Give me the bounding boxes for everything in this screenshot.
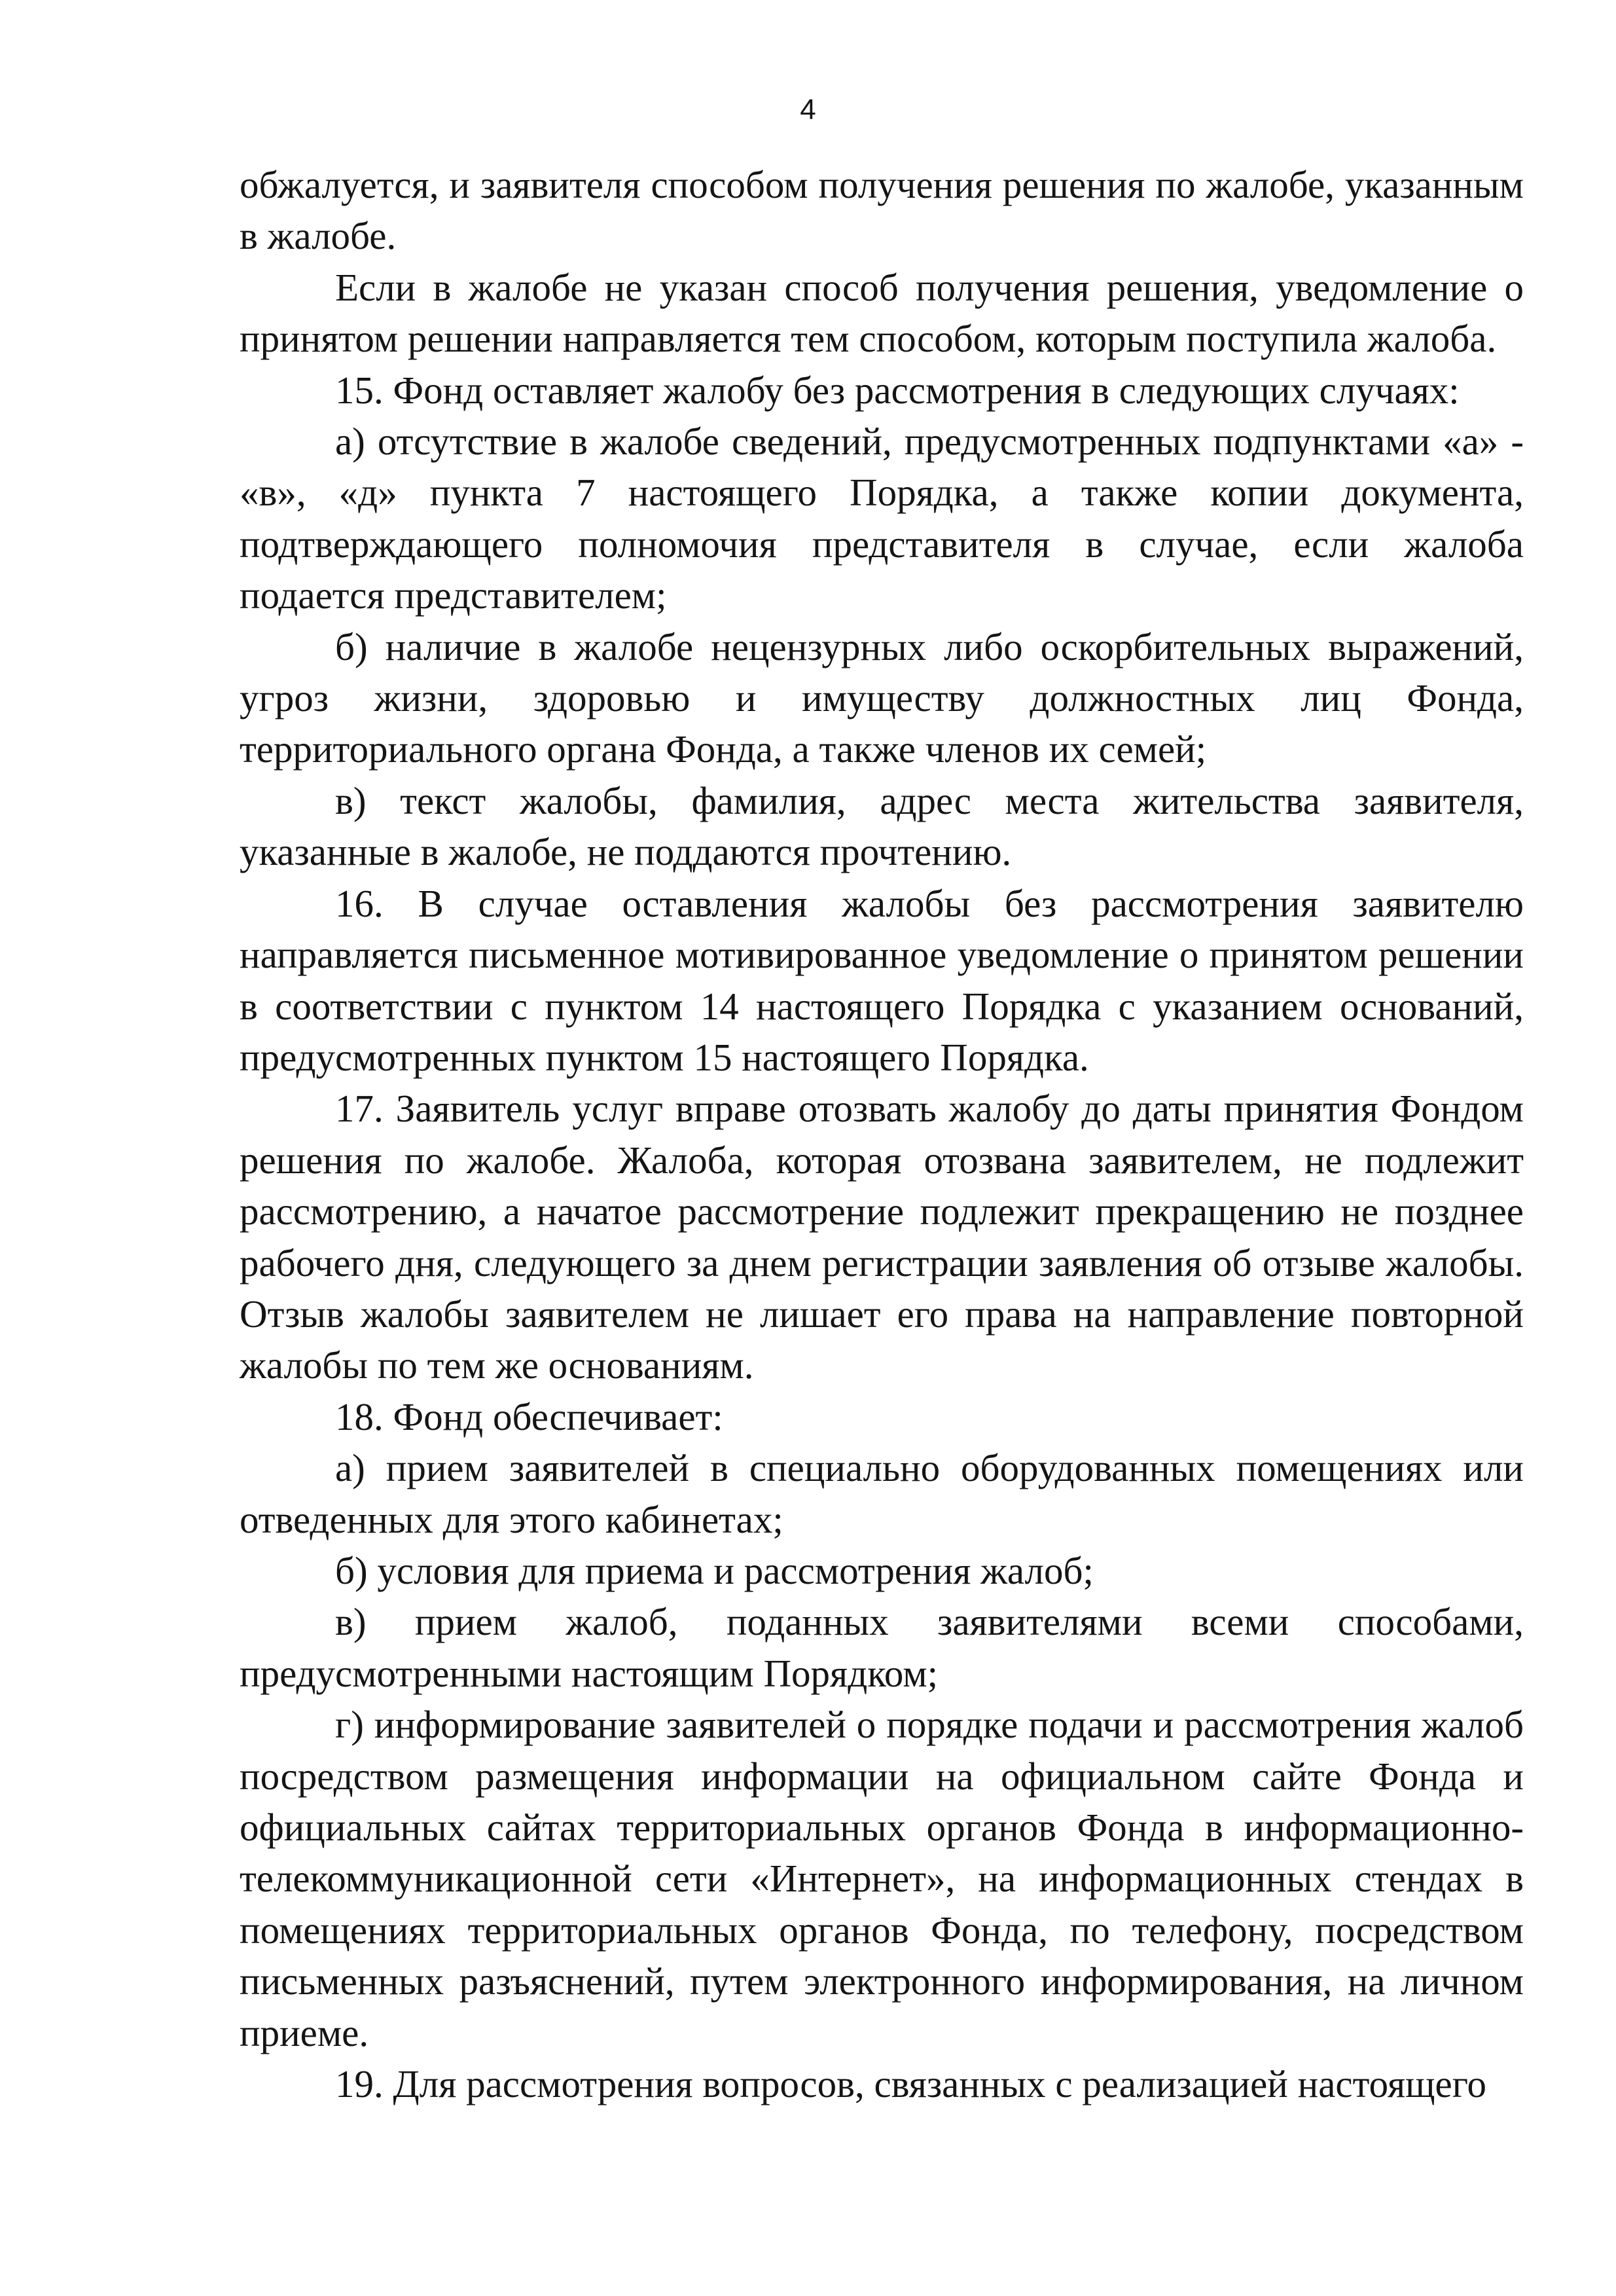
paragraph-notification-method: Если в жалобе не указан способ получения решения, уведомление о принятом решении направляется тем способом, которым поступила жалоба. bbox=[240, 265, 1524, 361]
document-body bbox=[240, 159, 1524, 2109]
page-number: 4 bbox=[800, 94, 816, 126]
paragraph-15: 15. Фонд оставляет жалобу без рассмотрения в следующих случаях: bbox=[335, 368, 1460, 412]
paragraph-18-v: в) прием жалоб, поданных заявителями всеми способами, предусмотренными настоящим Порядком; bbox=[240, 1600, 1524, 1695]
paragraph-15-v: в) текст жалобы, фамилия, адрес места жительства заявителя, указанные в жалобе, не поддаются прочтению. bbox=[240, 778, 1524, 874]
paragraph-18-a: а) прием заявителей в специально оборудованных помещениях или отведенных для этого кабинетах; bbox=[240, 1446, 1524, 1541]
paragraph-15-b: б) наличие в жалобе нецензурных либо оскорбительных выражений, угроз жизни, здоровью и имуществу должностных лиц Фонда, территориального органа Фонда, а также членов их семей; bbox=[240, 625, 1524, 771]
paragraph-16: 16. В случае оставления жалобы без рассмотрения заявителю направляется письменное мотивированное уведомление о принятом решении в соответствии с пунктом 14 настоящего Порядка с указанием оснований, предусмотренных пунктом 15 настоящего Порядка. bbox=[240, 881, 1524, 1079]
paragraph-continuation: обжалуется, и заявителя способом получения решения по жалобе, указанным в жалобе. bbox=[240, 163, 1524, 258]
paragraph-18: 18. Фонд обеспечивает: bbox=[335, 1394, 723, 1438]
paragraph-18-b: б) условия для приема и рассмотрения жалоб; bbox=[335, 1548, 1094, 1592]
paragraph-19: 19. Для рассмотрения вопросов, связанных с реализацией настоящего bbox=[335, 2062, 1486, 2106]
paragraph-15-a: а) отсутствие в жалобе сведений, предусмотренных подпунктами «а» - «в», «д» пункта 7 настоящего Порядка, а также копии документа, подтверждающего полномочия представителя в случае, если жалоба подается представителем; bbox=[240, 420, 1524, 617]
paragraph-17: 17. Заявитель услуг вправе отозвать жалобу до даты принятия Фондом решения по жалобе. Жалоба, которая отозвана заявителем, не подлежит рассмотрению, а начатое рассмотрение подлежит прекращению не позднее рабочего дня, следующего за днем регистрации заявления об отзыве жалобы. Отзыв жалобы заявителем не лишает его права на направление повторной жалобы по тем же основаниям. bbox=[240, 1087, 1524, 1387]
paragraph-18-g: г) информирование заявителей о порядке подачи и рассмотрения жалоб посредством размещения информации на официальном сайте Фонда и официальных сайтах территориальных органов Фонда в информационно-телекоммуникационной сети «Интернет», на информационных стендах в помещениях территориальных органов Фонда, по телефону, посредством письменных разъяснений, путем электронного информирования, на личном приеме. bbox=[240, 1703, 1524, 2054]
